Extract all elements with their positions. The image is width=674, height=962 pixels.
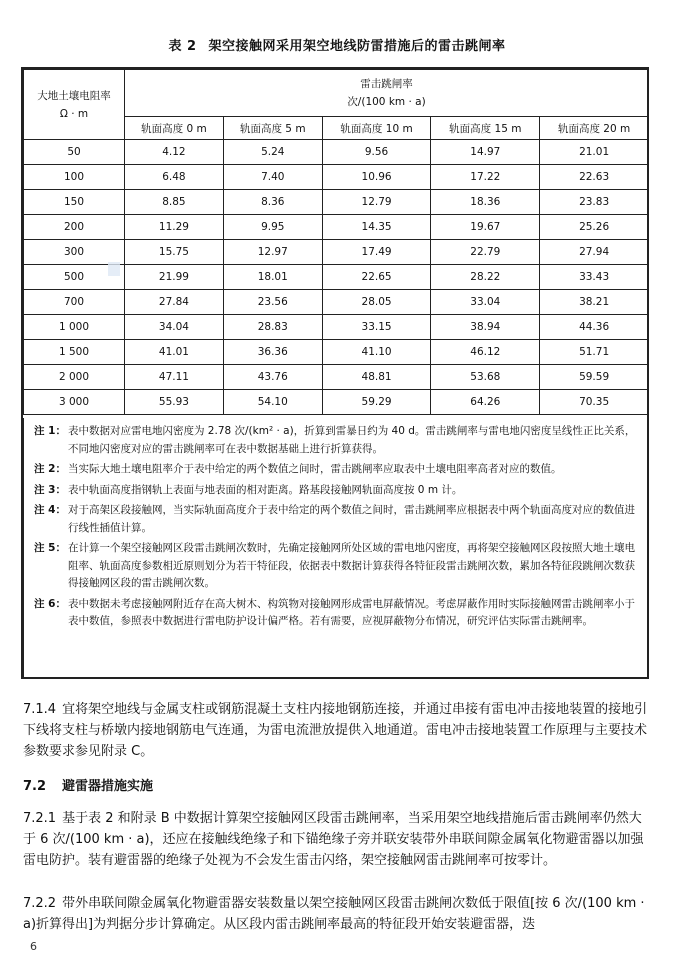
trip-rate-cell: 44.36 [540,315,649,340]
resistivity-cell: 1 500 [24,340,125,365]
trip-rate-cell: 18.01 [223,265,322,290]
table-row [24,390,649,415]
clause-text: 基于表 2 和附录 B 中数据计算架空接触网区段雷击跳闸率，当采用架空地线措施后雷击跳闸率仍然大于 6 次/(100 km · a)，还应在接触线绝缘子和下锚绝缘子旁并联安装带外串联间隙金属氧化物避雷器以加强雷电防护。装有避雷器的绝缘子处视为不会发生雷击闪络，架空接触网雷击跳闸率可按零计。 [23,811,644,868]
trip-rate-cell: 64.26 [431,390,540,415]
table-note [34,502,640,537]
trip-rate-cell: 59.29 [322,390,431,415]
trip-rate-cell: 7.40 [223,165,322,190]
table-row [24,140,649,165]
note-text: 在计算一个架空接触网区段雷击跳闸次数时，先确定接触网所处区域的雷电地闪密度，再将架空接触网区段按照大地土壤电阻率、轨面高度参数相近原则划分为若干特征段，依据表中数据计算获得各特征段雷击跳闸次数，累加各特征段跳闸次数获得接触网区段的雷击跳闸次数。 [67,542,635,589]
table-row [24,340,649,365]
table-note [34,461,640,479]
note-text: 对于高架区段接触网，当实际轨面高度介于表中给定的两个数值之间时，雷击跳闸率应根据表中两个轨面高度对应的数值进行线性插值计算。 [67,504,635,534]
trip-rate-cell: 22.79 [431,240,540,265]
paragraph-7-1-4 [23,699,651,762]
note-label: 注 1： [34,425,66,437]
trip-rate-cell: 18.36 [431,190,540,215]
section-number: 7.2 [23,779,47,794]
section-7-2-title [23,775,153,794]
resistivity-cell: 100 [24,165,125,190]
table-row [24,165,649,190]
trip-rate-cell: 6.48 [125,165,224,190]
trip-rate-cell: 33.43 [540,265,649,290]
trip-rate-cell: 23.83 [540,190,649,215]
note-text: 当实际大地土壤电阻率介于表中给定的两个数值之间时，雷击跳闸率应取表中土壤电阻率高者对应的数值。 [67,463,562,475]
trip-rate-cell: 27.84 [125,290,224,315]
resistivity-cell: 2 000 [24,365,125,390]
note-label: 注 2： [34,463,66,475]
column-header: 轨面高度 5 m [223,117,322,140]
resistivity-cell: 1 000 [24,315,125,340]
trip-rate-cell: 22.65 [322,265,431,290]
table-caption-number: 表 2 [168,39,197,54]
trip-rate-cell: 55.93 [125,390,224,415]
trip-rate-cell: 9.56 [322,140,431,165]
trip-rate-cell: 14.35 [322,215,431,240]
clause-number: 7.2.1 [23,811,57,826]
column-header: 轨面高度 0 m [125,117,224,140]
group-header-unit: 次/(100 km · a) [347,96,426,108]
trip-rate-cell: 33.04 [431,290,540,315]
table-row [24,290,649,315]
table-caption-title: 架空接触网采用架空地线防雷措施后的雷击跳闸率 [208,39,506,54]
column-header: 轨面高度 20 m [540,117,649,140]
section-title: 避雷器措施实施 [62,779,154,794]
trip-rate-cell: 17.22 [431,165,540,190]
table-row [24,215,649,240]
trip-rate-cell: 28.22 [431,265,540,290]
resistivity-cell: 3 000 [24,390,125,415]
resistivity-cell: 50 [24,140,125,165]
trip-rate-cell: 9.95 [223,215,322,240]
trip-rate-cell: 10.96 [322,165,431,190]
trip-rate-cell: 51.71 [540,340,649,365]
trip-rate-cell: 11.29 [125,215,224,240]
lightning-trip-rate-table [23,69,649,415]
trip-rate-cell: 59.59 [540,365,649,390]
note-label: 注 6： [34,597,66,610]
row-header-resistivity [24,70,125,140]
trip-rate-cell: 33.15 [322,315,431,340]
table-note [34,482,640,500]
trip-rate-cell: 27.94 [540,240,649,265]
trip-rate-cell: 8.85 [125,190,224,215]
trip-rate-cell: 28.05 [322,290,431,315]
row-header-unit: Ω · m [59,107,89,120]
trip-rate-cell: 43.76 [223,365,322,390]
table-row [24,190,649,215]
paragraph-7-2-2 [23,893,651,935]
resistivity-cell: 200 [24,215,125,240]
trip-rate-cell: 14.97 [431,140,540,165]
trip-rate-cell: 38.21 [540,290,649,315]
group-header-trip-rate [125,70,649,117]
table-note [34,596,640,631]
row-header-line1: 大地土壤电阻率 [37,89,111,102]
group-header-line1: 雷击跳闸率 [360,78,413,90]
trip-rate-cell: 8.36 [223,190,322,215]
trip-rate-cell: 48.81 [322,365,431,390]
resistivity-cell: 500 [24,265,125,290]
resistivity-cell: 700 [24,290,125,315]
trip-rate-cell: 23.56 [223,290,322,315]
clause-text: 宜将架空地线与金属支柱或钢筋混凝土支柱内接地钢筋连接，并通过串接有雷电冲击接地装置的接地引下线将支柱与桥墩内接地钢筋电气连通，为雷电流泄放提供入地通道。雷电冲击接地装置工作原理与主要技术参数要求参见附录 C。 [23,702,648,759]
trip-rate-cell: 17.49 [322,240,431,265]
note-text: 表中轨面高度指钢轨上表面与地表面的相对距离。路基段接触网轨面高度按 0 m 计。 [67,483,463,496]
resistivity-cell: 300 [24,240,125,265]
trip-rate-cell: 54.10 [223,390,322,415]
trip-rate-cell: 28.83 [223,315,322,340]
trip-rate-cell: 41.10 [322,340,431,365]
trip-rate-cell: 38.94 [431,315,540,340]
trip-rate-cell: 21.01 [540,140,649,165]
trip-rate-cell: 34.04 [125,315,224,340]
trip-rate-cell: 22.63 [540,165,649,190]
scan-smudge [108,262,120,276]
note-label: 注 4： [34,504,66,516]
page-number: 6 [30,940,37,953]
trip-rate-cell: 41.01 [125,340,224,365]
paragraph-7-2-1 [23,808,651,871]
trip-rate-cell: 47.11 [125,365,224,390]
column-header: 轨面高度 10 m [322,117,431,140]
trip-rate-cell: 46.12 [431,340,540,365]
table-row [24,240,649,265]
clause-text: 带外串联间隙金属氧化物避雷器安装数量以架空接触网区段雷击跳闸次数低于限值[按 6 次/(100 km · a)折算得出]为判据分步计算确定。从区段内雷击跳闸率最高的特征段开始安装避雷器，迭 [23,896,645,932]
trip-rate-cell: 36.36 [223,340,322,365]
trip-rate-cell: 19.67 [431,215,540,240]
column-header: 轨面高度 15 m [431,117,540,140]
table-note [34,540,640,593]
note-text: 表中数据对应雷电地闪密度为 2.78 次/(km² · a)，折算到雷暴日约为 40 d。雷击跳闸率与雷电地闪密度呈线性正比关系，不同地闪密度对应的雷击跳闸率可在表中数据基础上进行折算获得。 [67,425,636,455]
table-note [34,423,640,458]
trip-rate-cell: 53.68 [431,365,540,390]
table-row [24,315,649,340]
trip-rate-cell: 15.75 [125,240,224,265]
note-label: 注 5： [34,542,66,554]
trip-rate-cell: 4.12 [125,140,224,165]
trip-rate-cell: 5.24 [223,140,322,165]
note-text: 表中数据未考虑接触网附近存在高大树木、构筑物对接触网形成雷电屏蔽情况。考虑屏蔽作用时实际接触网雷击跳闸率小于表中数值，参照表中数据进行雷电防护设计偏严格。若有需要，应视屏蔽物分布情况，研究评估实际雷击跳闸率。 [67,597,635,627]
table-notes [23,418,649,679]
trip-rate-cell: 21.99 [125,265,224,290]
table-caption [0,35,674,54]
clause-number: 7.1.4 [23,702,57,717]
note-label: 注 3： [34,483,66,496]
table-row [24,365,649,390]
clause-number: 7.2.2 [23,896,57,911]
trip-rate-cell: 25.26 [540,215,649,240]
trip-rate-cell: 12.79 [322,190,431,215]
trip-rate-cell: 12.97 [223,240,322,265]
resistivity-cell: 150 [24,190,125,215]
trip-rate-cell: 70.35 [540,390,649,415]
